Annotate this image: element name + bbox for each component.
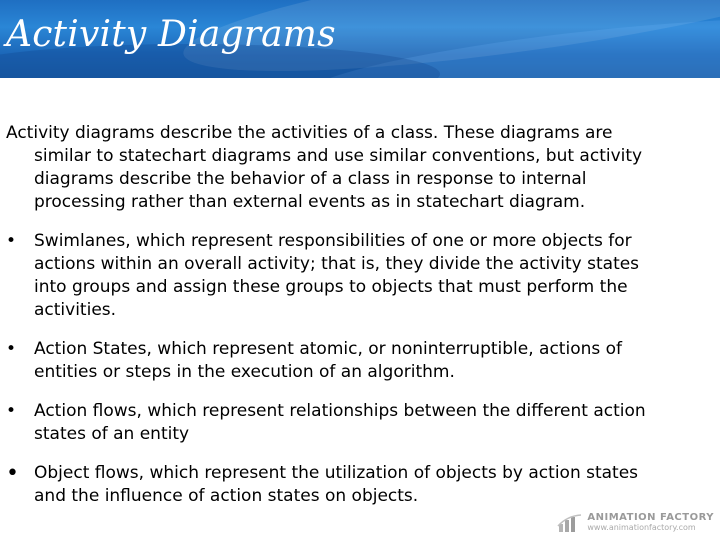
bullet-text: Object flows, which represent the utilization of objects by action states and the influence of action states on objects.: [34, 463, 639, 506]
footer-url: www.animationfactory.com: [587, 523, 696, 532]
bullet-icon: •: [6, 401, 17, 421]
slide-title: Activity Diagrams: [6, 14, 336, 55]
footer-brand: ANIMATION FACTORY: [587, 512, 714, 523]
slide-body: [6, 122, 658, 524]
bullet-icon: •: [6, 231, 17, 251]
bullet-text: Swimlanes, which represent responsibilities of one or more objects for actions within an overall activity; that is, they divide the activity states into groups and assign these groups to objects that must perform the activities.: [34, 231, 640, 320]
intro-paragraph: Activity diagrams describe the activities of a class. These diagrams are similar to statechart diagrams and use similar conventions, but activity diagrams describe the behavior of a class in response to internal processing rather than external events as in statechart diagram.: [6, 123, 643, 212]
bullet-item-action-flows: [6, 400, 658, 446]
bullet-item-swimlanes: [6, 230, 658, 322]
bullet-text: Action States, which represent atomic, or noninterruptible, actions of entities or steps in the execution of an algorithm.: [34, 339, 623, 382]
bullet-text: Action flows, which represent relationships between the different action states of an entity: [34, 401, 646, 444]
bullet-item-action-states: [6, 338, 658, 384]
bullet-list: [6, 230, 658, 508]
bullet-icon: •: [6, 339, 17, 359]
bullet-item-object-flows: [6, 462, 658, 508]
chart-logo-icon: [557, 514, 583, 532]
footer-watermark: [557, 513, 714, 532]
title-banner: [0, 0, 720, 78]
bullet-icon: •: [6, 461, 19, 486]
footer-text: [587, 513, 714, 532]
